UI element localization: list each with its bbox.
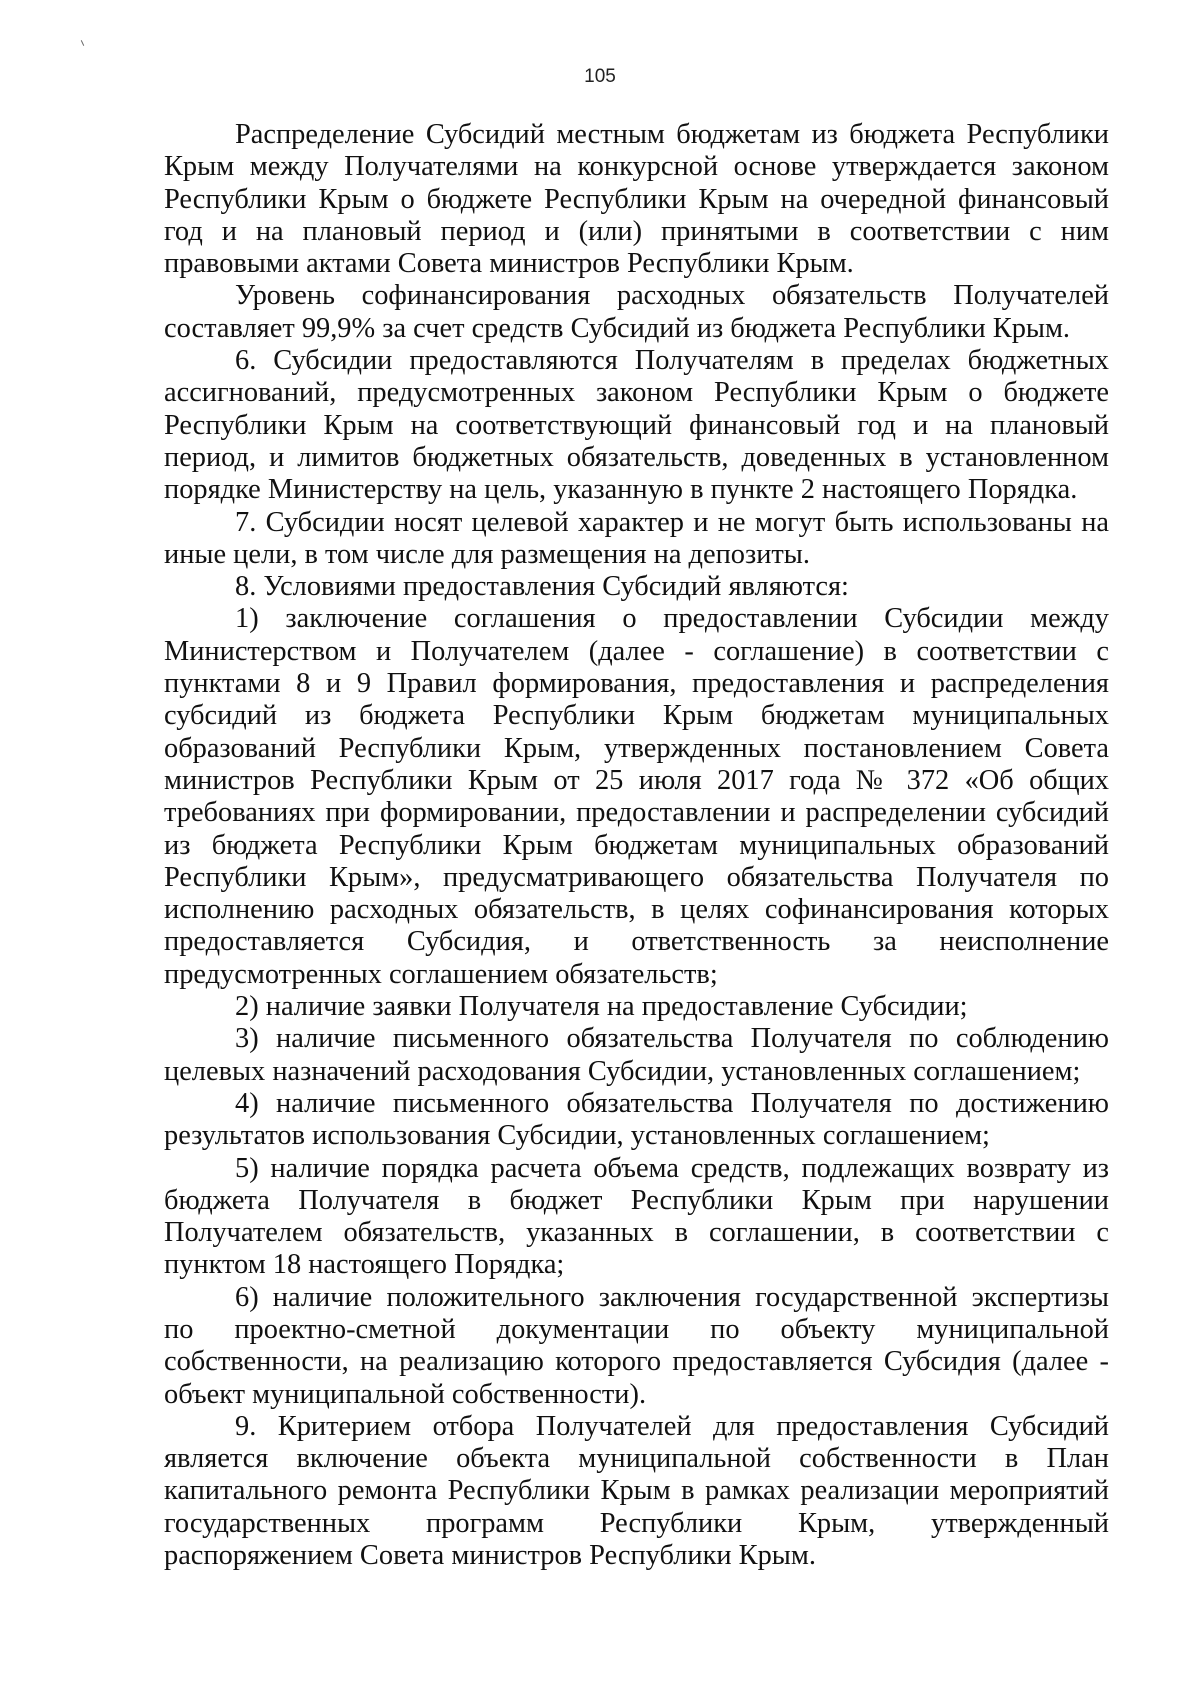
paragraph-item-6: 6. Субсидии предоставляются Получателям в пределах бюджетных ассигнований, предусмотренных законом Республики Крым о бюджете Республики Крым на соответствующий финансовый год и на плановый период, и лимитов бюджетных обязательств, доведенных в установленном порядке Министерству на цель, указанную в пункте 2 настоящего Порядка. <box>164 345 1109 506</box>
document-body <box>164 119 1109 1572</box>
paragraph-item-9: 9. Критерием отбора Получателей для предоставления Субсидий является включение объекта муниципальной собственности в План капитального ремонта Республики Крым в рамках реализации мероприятий государственных программ Республики Крым, утвержденный распоряжением Совета министров Республики Крым. <box>164 1410 1109 1572</box>
scan-mark <box>81 40 84 46</box>
paragraph-item-7: 7. Субсидии носят целевой характер и не могут быть использованы на иные цели, в том числе для размещения на депозиты. <box>164 506 1109 570</box>
paragraph-distribution: Распределение Субсидий местным бюджетам из бюджета Республики Крым между Получателями на конкурсной основе утверждается законом Республики Крым о бюджете Республики Крым на очередной финансовый год и на плановый период и (или) принятыми в соответствии с ним правовыми актами Совета министров Республики Крым. <box>164 119 1109 280</box>
paragraph-cofinancing: Уровень софинансирования расходных обязательств Получателей составляет 99,9% за счет средств Субсидий из бюджета Республики Крым. <box>164 280 1109 344</box>
paragraph-item-8: 8. Условиями предоставления Субсидий являются: <box>235 571 849 603</box>
paragraph-item-8-3: 3) наличие письменного обязательства Получателя по соблюдению целевых назначений расходования Субсидии, установленных соглашением; <box>164 1023 1109 1087</box>
page-number: 105 <box>584 66 616 87</box>
paragraph-item-8-2: 2) наличие заявки Получателя на предоставление Субсидии; <box>235 991 968 1023</box>
paragraph-item-8-4: 4) наличие письменного обязательства Получателя по достижению результатов использования Субсидии, установленных соглашением; <box>164 1087 1109 1152</box>
paragraph-item-8-5: 5) наличие порядка расчета объема средств, подлежащих возврату из бюджета Получателя в бюджет Республики Крым при нарушении Получателем обязательств, указанных в соглашении, в соответствии с пунктом 18 настоящего Порядка; <box>164 1152 1109 1281</box>
paragraph-item-8-6: 6) наличие положительного заключения государственной экспертизы по проектно-сметной документации по объекту муниципальной собственности, на реализацию которого предоставляется Субсидия (далее - объект муниципальной собственности). <box>164 1281 1109 1410</box>
paragraph-item-8-1: 1) заключение соглашения о предоставлении Субсидии между Министерством и Получателем (далее - соглашение) в соответствии с пунктами 8 и 9 Правил формирования, предоставления и распределения субсидий из бюджета Республики Крым бюджетам муниципальных образований Республики Крым, утвержденных постановлением Совета министров Республики Крым от 25 июля 2017 года № 372 «Об общих требованиях при формировании, предоставлении и распределении субсидий из бюджета Республики Крым бюджетам муниципальных образований Республики Крым», предусматривающего обязательства Получателя по исполнению расходных обязательств, в целях софинансирования которых предоставляется Субсидия, и ответственность за неисполнение предусмотренных соглашением обязательств; <box>164 603 1109 990</box>
